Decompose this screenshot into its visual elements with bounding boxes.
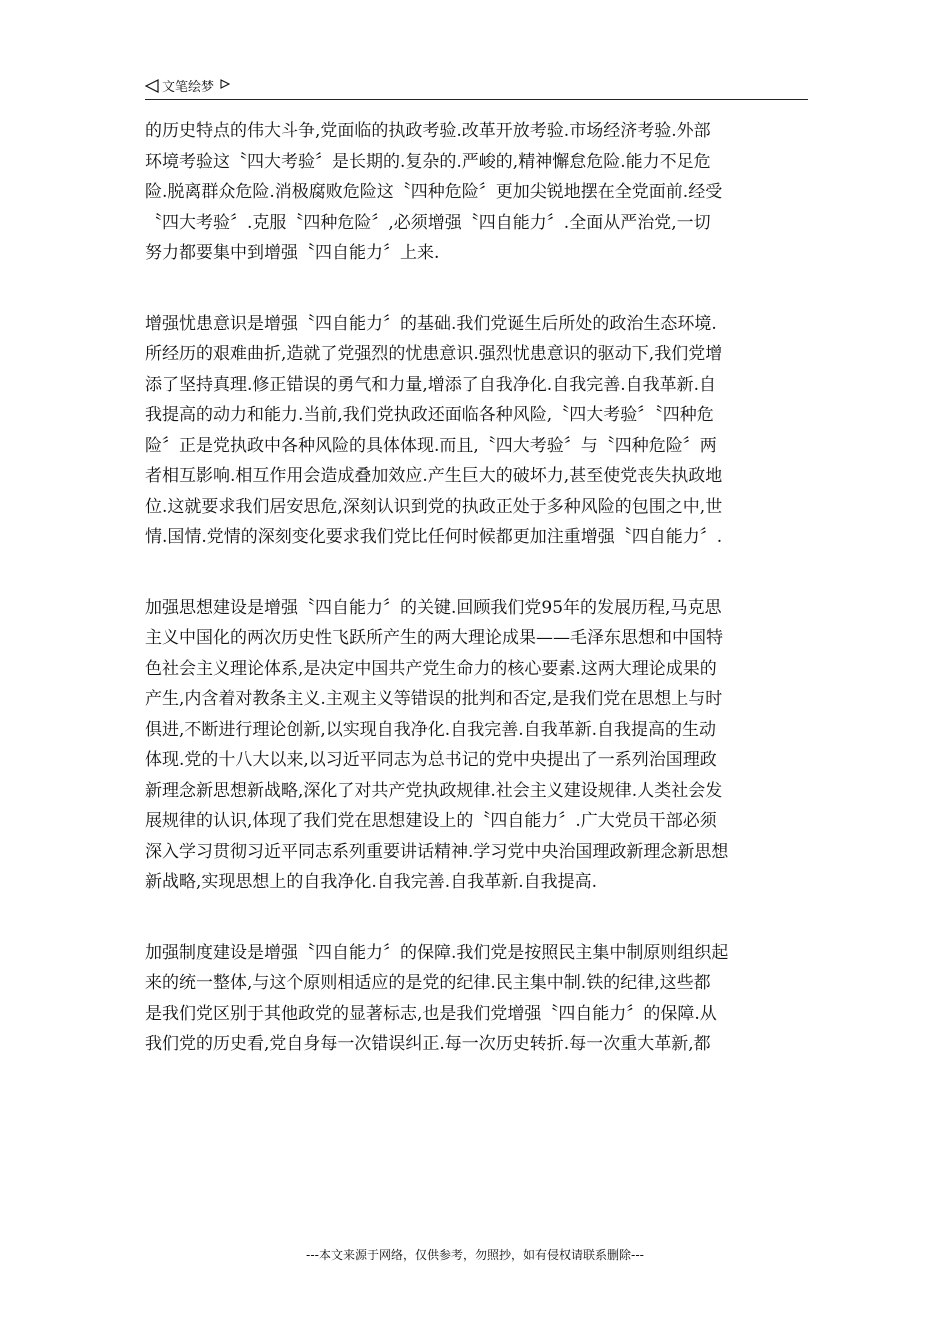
paragraph-2 [145,309,811,553]
paragraph-3 [145,593,811,898]
text-line: 加强思想建设是增强〝四自能力〞的关键.回顾我们党95年的发展历程,马克思 [145,597,722,618]
footer-disclaimer: ---本文来源于网络，仅供参考，勿照抄，如有侵权请联系删除--- [306,1248,644,1262]
text-line: 〝四大考验〞.克服〝四种危险〞,必须增强〝四自能力〞.全面从严治党,一切 [145,212,711,233]
paragraph-4 [145,938,811,1060]
text-line: 俱进,不断进行理论创新,以实现自我净化.自我完善.自我革新.自我提高的生动 [145,719,717,740]
text-line: 色社会主义理论体系,是决定中国共产党生命力的核心要素.这两大理论成果的 [145,658,717,679]
text-line: 体现.党的十八大以来,以习近平同志为总书记的党中央提出了一系列治国理政 [145,750,717,770]
text-line: 添了坚持真理.修正错误的勇气和力量,增添了自我净化.自我完善.自我革新.自 [145,374,717,395]
text-line: 深入学习贯彻习近平同志系列重要讲话精神.学习党中央治国理政新理念新思想 [145,841,729,862]
header-brand [145,76,230,95]
text-line: 险〞正是党执政中各种风险的具体体现.而且,〝四大考验〞与〝四种危险〞两 [145,435,717,456]
text-line: 主义中国化的两次历史性飞跃所产生的两大理论成果——毛泽东思想和中国特 [145,628,723,648]
paragraph-1 [145,116,811,269]
text-line: 是我们党区别于其他政党的显著标志,也是我们党增强〝四自能力〞的保障.从 [145,1003,717,1024]
text-line: 展规律的认识,体现了我们党在思想建设上的〝四自能力〞.广大党员干部必须 [145,811,717,831]
triangle-right-icon [220,79,230,89]
text-line: 环境考验这〝四大考验〞是长期的.复杂的.严峻的,精神懈怠危险.能力不足危 [145,151,711,172]
text-line: 新理念新思想新战略,深化了对共产党执政规律.社会主义建设规律.人类社会发 [145,780,723,801]
document-body [145,116,811,1100]
text-line: 情.国情.党情的深刻变化要求我们党比任何时候都更加注重增强〝四自能力〞. [145,527,723,547]
text-line: 我们党的历史看,党自身每一次错误纠正.每一次历史转折.每一次重大革新,都 [145,1034,711,1054]
text-line: 来的统一整体,与这个原则相适应的是党的纪律.民主集中制.铁的纪律,这些都 [145,973,711,993]
text-line: 努力都要集中到增强〝四自能力〞上来. [145,243,440,263]
text-line: 增强忧患意识是增强〝四自能力〞的基础.我们党诞生后所处的政治生态环境. [145,313,717,334]
text-line: 险.脱离群众危险.消极腐败危险这〝四种危险〞更加尖锐地摆在全党面前.经受 [145,182,723,202]
page-header [145,72,808,100]
text-line: 我提高的动力和能力.当前,我们党执政还面临各种风险,〝四大考验〞〝四种危 [145,405,714,425]
text-line: 加强制度建设是增强〝四自能力〞的保障.我们党是按照民主集中制原则组织起 [145,942,729,963]
text-line: 新战略,实现思想上的自我净化.自我完善.自我革新.自我提高. [145,872,598,892]
text-line: 所经历的艰难曲折,造就了党强烈的忧患意识.强烈忧患意识的驱动下,我们党增 [145,344,723,364]
text-line: 位.这就要求我们居安思危,深刻认识到党的执政正处于多种风险的包围之中,世 [145,496,723,517]
text-line: 的历史特点的伟大斗争,党面临的执政考验.改革开放考验.市场经济考验.外部 [145,121,711,141]
triangle-left-icon [145,79,159,93]
text-line: 者相互影响.相互作用会造成叠加效应.产生巨大的破坏力,甚至使党丧失执政地 [145,466,723,486]
header-title: 文笔绘梦 [162,80,215,95]
text-line: 产生,内含着对教条主义.主观主义等错误的批判和否定,是我们党在思想上与时 [145,689,723,709]
